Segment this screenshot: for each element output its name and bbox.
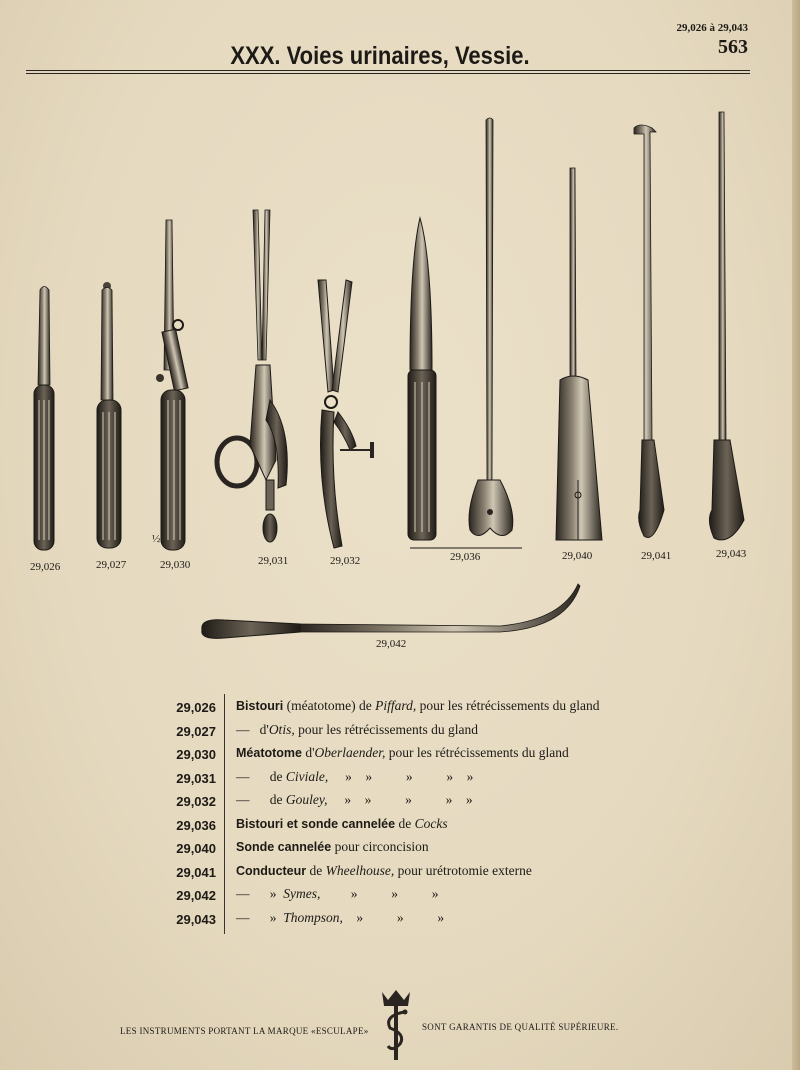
label-29026: 29,026	[30, 561, 61, 573]
title-rule-second	[26, 73, 750, 74]
item-text: — »	[236, 909, 284, 925]
item-code: 29,042	[176, 888, 216, 903]
catalog-row	[150, 906, 710, 930]
instrument-29036	[408, 118, 522, 548]
item-code: 29,040	[176, 841, 216, 856]
item-person: Gouley,	[285, 792, 328, 807]
item-rest: » » » » »	[327, 792, 473, 807]
item-text: de	[306, 862, 326, 878]
item-text: d'	[301, 745, 315, 760]
label-29031: 29,031	[258, 555, 289, 567]
label-half: ½	[152, 533, 161, 545]
item-text: — »	[236, 886, 284, 901]
instrument-plate	[0, 100, 800, 660]
catalog-row	[150, 765, 710, 789]
instrument-29027	[97, 282, 121, 548]
item-description	[236, 910, 444, 926]
item-name: Bistouri	[236, 699, 284, 713]
item-person: Symes,	[283, 886, 321, 901]
instrument-29042	[202, 584, 580, 638]
item-description	[236, 816, 448, 832]
instrument-29041	[634, 125, 664, 538]
label-29027: 29,027	[96, 559, 127, 571]
item-person: Otis,	[268, 721, 295, 737]
item-name: Conducteur	[236, 863, 307, 878]
item-name: Bistouri et sonde cannelée	[236, 816, 396, 831]
catalog-row	[150, 812, 710, 836]
catalog-row	[150, 718, 710, 742]
item-code: 29,043	[176, 911, 216, 927]
instrument-29032	[318, 280, 374, 548]
catalog-row	[150, 788, 710, 812]
item-description	[236, 722, 478, 738]
label-29036: 29,036	[450, 551, 481, 563]
item-description	[236, 839, 429, 855]
item-description	[236, 886, 439, 902]
item-name: Sonde cannelée	[236, 840, 332, 854]
catalog-row	[150, 694, 710, 718]
instrument-29026	[34, 287, 54, 551]
item-description	[236, 698, 600, 714]
item-code: 29,026	[176, 700, 216, 715]
item-rest: pour urétrotomie externe	[394, 862, 532, 878]
catalog-row	[150, 835, 710, 859]
label-29043: 29,043	[716, 548, 747, 560]
catalog-row	[150, 741, 710, 765]
item-text: — de	[236, 792, 286, 807]
item-rest: pour les rétrécissements du gland	[416, 698, 600, 713]
item-text: (méatotome) de	[283, 698, 376, 713]
label-29042: 29,042	[376, 638, 407, 650]
page-title: XXX. Voies urinaires, Vessie.	[230, 42, 530, 70]
item-code: 29,032	[176, 794, 216, 809]
item-person: Piffard,	[375, 698, 417, 713]
item-code: 29,031	[176, 770, 216, 786]
item-rest: pour les rétrécissements du gland	[385, 745, 569, 760]
item-rest: » » »	[320, 886, 439, 901]
item-person: Thompson,	[283, 909, 343, 925]
item-rest: pour les rétrécissements du gland	[294, 721, 479, 737]
title-rule	[26, 70, 750, 71]
page-range: 29,026 à 29,043	[676, 22, 748, 34]
item-text: — de	[236, 768, 286, 784]
item-code: 29,041	[176, 864, 216, 880]
item-text: de	[395, 815, 415, 831]
label-29032: 29,032	[330, 555, 361, 567]
item-person: Wheelhouse,	[325, 862, 395, 878]
label-29030: 29,030	[160, 559, 191, 571]
item-text: pour circoncision	[331, 839, 429, 854]
item-person: Civiale,	[285, 768, 329, 784]
item-rest: » » » » »	[328, 768, 474, 784]
page-number: 563	[718, 36, 748, 58]
instrument-29030	[156, 220, 188, 550]
catalog-row	[150, 859, 710, 883]
item-person: Cocks	[414, 815, 448, 831]
esculape-mark-icon	[378, 988, 414, 1062]
item-description	[236, 769, 473, 785]
item-rest: » » »	[342, 909, 445, 925]
footer-right: SONT GARANTIS DE QUALITÉ SUPÉRIEURE.	[422, 1022, 619, 1032]
item-text: — d'	[236, 721, 269, 737]
label-29041: 29,041	[641, 550, 672, 562]
instrument-29043	[709, 112, 744, 540]
catalog-row	[150, 882, 710, 906]
instrument-29040	[556, 168, 602, 540]
item-code: 29,030	[176, 747, 216, 762]
item-description	[236, 863, 532, 879]
instrument-29031	[217, 210, 287, 542]
item-code: 29,036	[176, 817, 216, 833]
item-description	[236, 745, 569, 761]
catalog-list	[150, 694, 710, 929]
item-description	[236, 792, 473, 808]
item-person: Oberlaender,	[314, 745, 386, 760]
item-name: Méatotome	[236, 746, 302, 760]
footer-left: LES INSTRUMENTS PORTANT LA MARQUE «ESCULAPE»	[120, 1026, 369, 1036]
label-29040: 29,040	[562, 550, 593, 562]
item-code: 29,027	[176, 723, 216, 739]
